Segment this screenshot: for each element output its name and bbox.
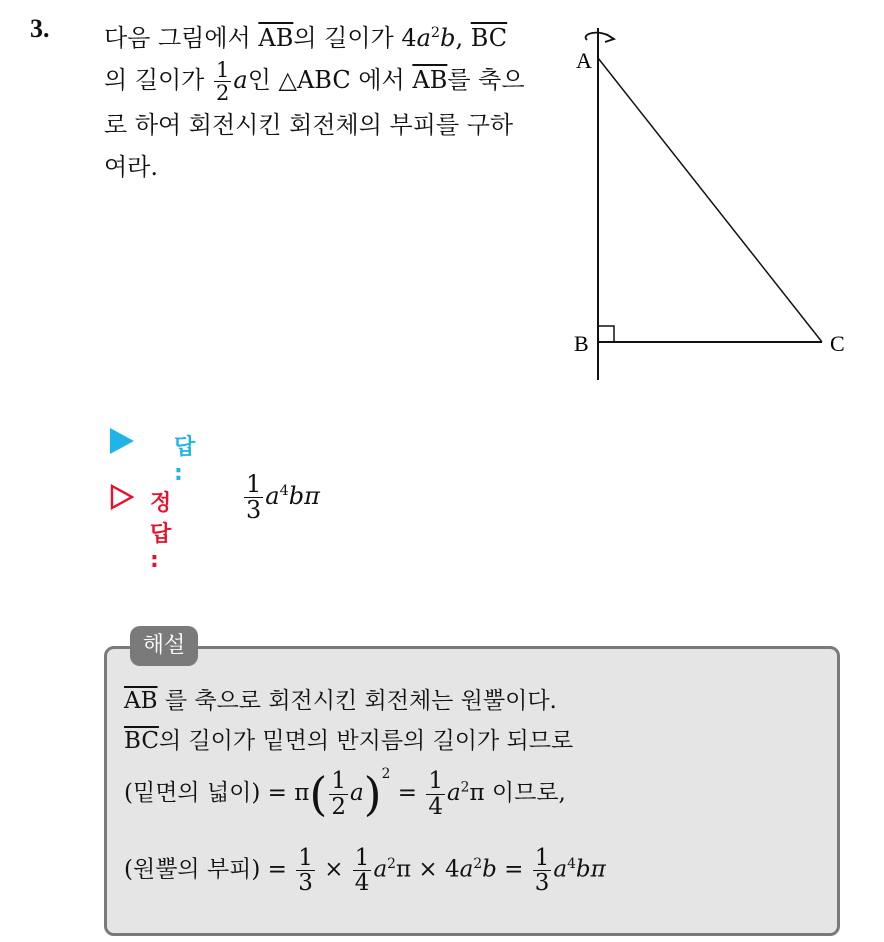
exponent: 2 xyxy=(430,25,441,41)
fraction-quarter xyxy=(426,769,445,818)
solution-tag: 해설 xyxy=(130,626,198,666)
answer-rest: bπ xyxy=(288,482,320,511)
question-line-2 xyxy=(104,59,554,104)
question-line-1 xyxy=(104,12,554,59)
question-number: 3. xyxy=(30,14,50,43)
frac-num: 1 xyxy=(428,768,443,795)
exponent: 2 xyxy=(460,779,470,796)
segment-ab: $\overline{AB}$ xyxy=(258,24,294,52)
sol1-text: 를 축으로 회전시킨 회전체는 원뿔이다. xyxy=(157,688,557,714)
comma: , xyxy=(455,24,471,52)
solution-line-1 xyxy=(124,682,824,715)
q1-pre: 다음 그림에서 xyxy=(104,24,259,52)
exponent: 4 xyxy=(567,855,576,872)
frac-den: 4 xyxy=(428,793,443,820)
sol2-text: 의 길이가 밑면의 반지름의 길이가 되므로 xyxy=(158,728,574,754)
sol3-rest: π 이므로, xyxy=(469,780,566,806)
exponent: 2 xyxy=(381,766,391,782)
fraction-half xyxy=(214,59,231,104)
outline-play-icon xyxy=(110,484,134,510)
base-area-lhs: (밑면의 넓이) = π xyxy=(124,780,310,806)
var-a: a xyxy=(553,856,568,883)
triangle-figure xyxy=(560,20,860,390)
vertex-label-c: C xyxy=(830,331,845,356)
segment-bc: $\overline{BC}$ xyxy=(470,24,508,52)
volume-tail: bπ xyxy=(575,856,606,883)
fraction-third xyxy=(296,846,315,895)
var-a: a xyxy=(373,856,388,883)
var-a: a xyxy=(459,856,474,883)
frac-den: 2 xyxy=(216,81,230,106)
fraction-quarter xyxy=(353,846,372,895)
frac-num: 1 xyxy=(331,768,346,795)
segment-ab: $\overline{AB}$ xyxy=(124,688,158,714)
frac-num: 1 xyxy=(298,845,313,871)
var-a: a xyxy=(265,482,280,511)
pi-times: π × 4 xyxy=(395,856,460,883)
b-equals: b = xyxy=(482,856,531,883)
segment-ab: $\overline{AB}$ xyxy=(412,66,448,95)
volume-lhs: (원뿔의 부피) = xyxy=(124,856,295,883)
exponent: 2 xyxy=(387,855,396,872)
q1-mid: 의 길이가 4 xyxy=(293,24,417,52)
answer-label: 답 : xyxy=(174,435,196,486)
right-paren: ) xyxy=(363,767,382,821)
fraction-third xyxy=(244,472,263,523)
frac-num: 1 xyxy=(534,845,550,871)
frac-den: 4 xyxy=(354,870,370,897)
correct-answer-label: 정답 : xyxy=(150,491,172,573)
right-angle-mark xyxy=(598,326,614,342)
correct-answer-value xyxy=(242,472,320,523)
answer-row xyxy=(110,428,196,486)
times: × xyxy=(316,856,351,883)
q2-pre: 의 길이가 xyxy=(104,66,212,95)
solution-line-2 xyxy=(124,722,824,755)
frac-den: 2 xyxy=(331,793,346,820)
frac-den: 3 xyxy=(246,496,262,525)
play-icon xyxy=(110,428,134,454)
frac-num: 1 xyxy=(246,470,262,498)
fraction-third xyxy=(533,846,552,895)
frac-den: 3 xyxy=(298,870,313,897)
question-line-3: 로 하여 회전시킨 회전체의 부피를 구하 xyxy=(104,111,514,140)
var-a: a xyxy=(233,66,248,95)
var-a: a xyxy=(416,24,431,52)
var-a: a xyxy=(446,780,461,806)
vertex-label-a: A xyxy=(576,48,592,73)
var-a: a xyxy=(349,780,364,806)
question-text xyxy=(104,12,554,188)
q2-post: 를 축으 xyxy=(447,66,525,95)
exponent: 4 xyxy=(279,483,289,500)
frac-num: 1 xyxy=(216,58,230,82)
vertex-label-b: B xyxy=(574,331,589,356)
equals: = xyxy=(390,780,425,806)
exponent: 2 xyxy=(473,855,483,872)
fraction-half xyxy=(329,769,348,818)
frac-num: 1 xyxy=(354,845,370,871)
var-b: b xyxy=(440,24,456,52)
solution-line-4 xyxy=(124,846,824,895)
rotation-arrowhead-icon xyxy=(605,34,614,42)
solution-line-3 xyxy=(124,766,824,821)
question-line-4: 여라. xyxy=(104,153,158,182)
frac-den: 3 xyxy=(534,870,550,897)
q2-mid: 인 △ABC 에서 xyxy=(247,66,413,95)
left-paren: ( xyxy=(309,767,328,821)
segment-bc: $\overline{BC}$ xyxy=(124,728,159,754)
segment-ac-line xyxy=(598,58,822,342)
